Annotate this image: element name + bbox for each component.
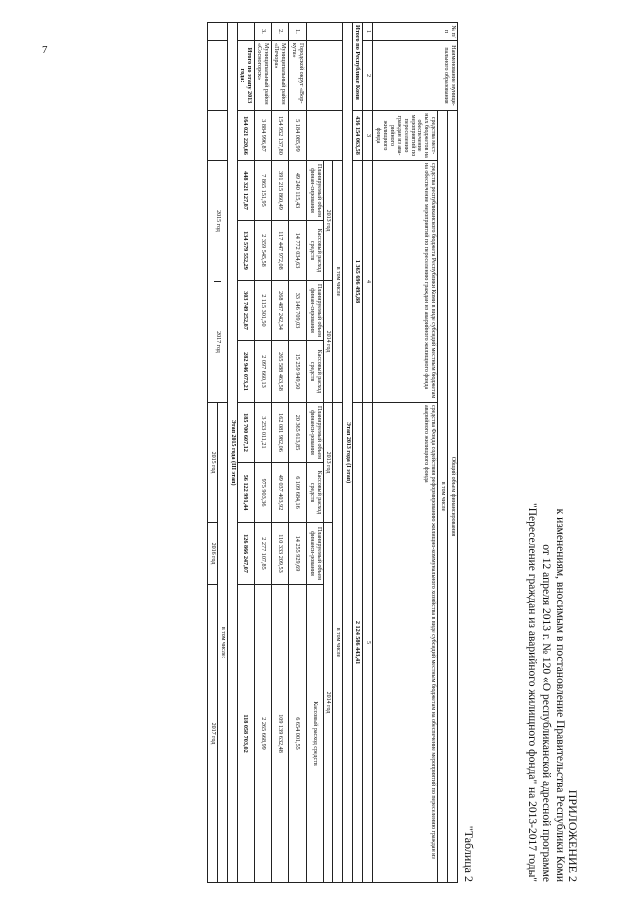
- cell-value: 3 884 996,87: [254, 111, 271, 161]
- cell-value: 2 359 545,58: [254, 221, 271, 281]
- header-line: "Переселение граждан из аварийного жилищного фонда" на 2013-2017 годы": [526, 503, 539, 882]
- cell-value: 162 081 982,06: [272, 403, 289, 463]
- subheader-incl: в том числе: [333, 403, 343, 883]
- total-row-label: Итого по Республике Коми: [353, 23, 363, 111]
- table-row: [272, 23, 289, 883]
- cell-value: 6 654 001,55: [289, 585, 306, 883]
- col-number: 2: [363, 41, 373, 111]
- cell-value: 7 865 151,95: [254, 161, 271, 221]
- cell-value: 265 588 463,58: [272, 341, 289, 403]
- year-2017: 2017 год: [208, 585, 218, 883]
- col-number: 5: [363, 403, 373, 883]
- col-number: 4: [363, 161, 373, 403]
- stage-total-label: Итого по этапу 2013 года:: [237, 41, 254, 111]
- row-name: Муниципальный район «Сосногорск»: [254, 41, 271, 111]
- cell-value: 391 215 860,49: [272, 161, 289, 221]
- col-header-total: Общий объем финансирования: [448, 111, 458, 883]
- cell-value: 15 259 949,50: [289, 341, 306, 403]
- col-number: 1: [363, 23, 373, 41]
- subheader-cash: Кассовый расход средств: [306, 221, 323, 281]
- subheader-plan: Планируемый объем финанси-рования: [306, 523, 323, 585]
- subheader-plan: Планируемый объем финан-сирования: [306, 161, 323, 221]
- cell-value: 14 772 034,63: [289, 221, 306, 281]
- year-2014: 2014 год: [323, 281, 333, 403]
- col-header-republic: средства республиканского бюджета Республики Коми в виде субсидий местным бюджетам на обеспечение мероприятий по переселению граждан из аварийного жилищного фонда: [373, 161, 438, 403]
- cell-value: 118 058 703,02: [237, 585, 254, 883]
- header-line: к изменениям, вносимым в постановление Правительства Республики Коми: [553, 508, 566, 882]
- subheader-cash: Кассовый расход средств: [306, 341, 323, 403]
- cell-value: 109 139 632,48: [272, 585, 289, 883]
- fund-incl: в том числе:: [217, 403, 227, 883]
- row-no: 2.: [272, 23, 289, 41]
- cell-value: 2 277 107,85: [254, 523, 271, 585]
- year-2015: 2015 год: [208, 403, 218, 523]
- cell-value: 3 253 011,21: [254, 403, 271, 463]
- cell-value: 2 097 660,13: [254, 341, 271, 403]
- cell-value: 448 321 127,87: [237, 161, 254, 221]
- cell-value: 303 749 252,87: [237, 281, 254, 341]
- col-header-fund: средства Фонда содействия реформированию жилищно-коммунального хозяйства в виде субсидий местным бюджетам на обеспечение мероприятий по переселению граждан из аварийного жилищного фонда: [373, 403, 438, 883]
- page-number: 7: [42, 44, 48, 56]
- total-republic: 1 365 696 495,88: [353, 161, 363, 403]
- cell-value: 49 037 403,92: [272, 463, 289, 523]
- year-2016: 2016 год: [208, 523, 218, 585]
- year-2017: 2017 год: [214, 331, 221, 353]
- cell-value: 2 115 301,50: [254, 281, 271, 341]
- header-line: от 12 апреля 2013 г. № 120 «О республиканской адресной программе: [539, 544, 552, 882]
- cell-value: 164 021 220,66: [237, 111, 254, 161]
- cell-value: 33 146 709,03: [289, 281, 306, 341]
- cell-value: 282 946 073,21: [237, 341, 254, 403]
- cell-value: 56 122 991,44: [237, 463, 254, 523]
- rotated-page-content: [60, 22, 580, 882]
- row-name: Городской округ «Вор-кута»: [289, 41, 306, 111]
- cell-value: 975 903,36: [254, 463, 271, 523]
- cell-value: 268 487 242,34: [272, 281, 289, 341]
- cell-value: 5 184 085,99: [289, 111, 306, 161]
- cell-value: 14 255 929,69: [289, 523, 306, 585]
- col-header-incl: в том числе: [438, 111, 448, 883]
- year-2013: 2013 год: [323, 161, 333, 281]
- col-header-no: № п/п: [373, 23, 458, 41]
- subheader-incl: в том числе: [333, 161, 343, 403]
- subheader-cash: Кассовый расход средств: [306, 585, 323, 883]
- col-header-name: Наименование муници-пального образования: [373, 41, 458, 111]
- total-local: 436 154 063,58: [353, 111, 363, 161]
- year-2014: 2014 год: [323, 523, 333, 883]
- document-header: [524, 342, 580, 882]
- cell-value: 49 240 115,43: [289, 161, 306, 221]
- financing-table: [207, 22, 458, 883]
- row-name: Муниципальный район «Печора»: [272, 41, 289, 111]
- cell-value: 110 333 209,53: [272, 523, 289, 585]
- col-header-local: средства мест-ных бюджетов на обеспечение мероприятий по переселению граждан из ава-рийного жилищного фонда: [373, 111, 438, 161]
- cell-value: 185 700 607,12: [237, 403, 254, 463]
- stage-title: Этап 2015 года (III этап): [227, 23, 237, 883]
- col-number: 3: [363, 111, 373, 161]
- table-label: "Таблица 2: [462, 825, 476, 882]
- row-no: 1.: [289, 23, 306, 41]
- cell-value: 126 866 247,07: [237, 523, 254, 585]
- stage-total-row: [237, 23, 254, 883]
- cell-value: 117 447 972,08: [272, 221, 289, 281]
- year-2015: 2015 год: [214, 161, 221, 282]
- table-row: [254, 23, 271, 883]
- cell-value: 6 109 684,16: [289, 463, 306, 523]
- cell-value: 2 265 668,99: [254, 585, 271, 883]
- cell-value: 20 365 613,85: [289, 403, 306, 463]
- row-no: 3.: [254, 23, 271, 41]
- year-2013: 2013 год: [323, 403, 333, 523]
- appendix-title: ПРИЛОЖЕНИЕ 2: [566, 789, 580, 882]
- cell-value: 154 952 137,80: [272, 111, 289, 161]
- subheader-plan: Планируемый объем финанси-рования: [306, 403, 323, 463]
- subheader-cash: Кассовый расход средств: [306, 463, 323, 523]
- total-fund: 2 124 586 443,41: [353, 403, 363, 883]
- cell-value: 134 579 552,29: [237, 221, 254, 281]
- table-row: [289, 23, 306, 883]
- subheader-plan: Планируемый объем финан-сирования: [306, 281, 323, 341]
- stage-title: Этап 2013 года (I этап): [343, 23, 353, 883]
